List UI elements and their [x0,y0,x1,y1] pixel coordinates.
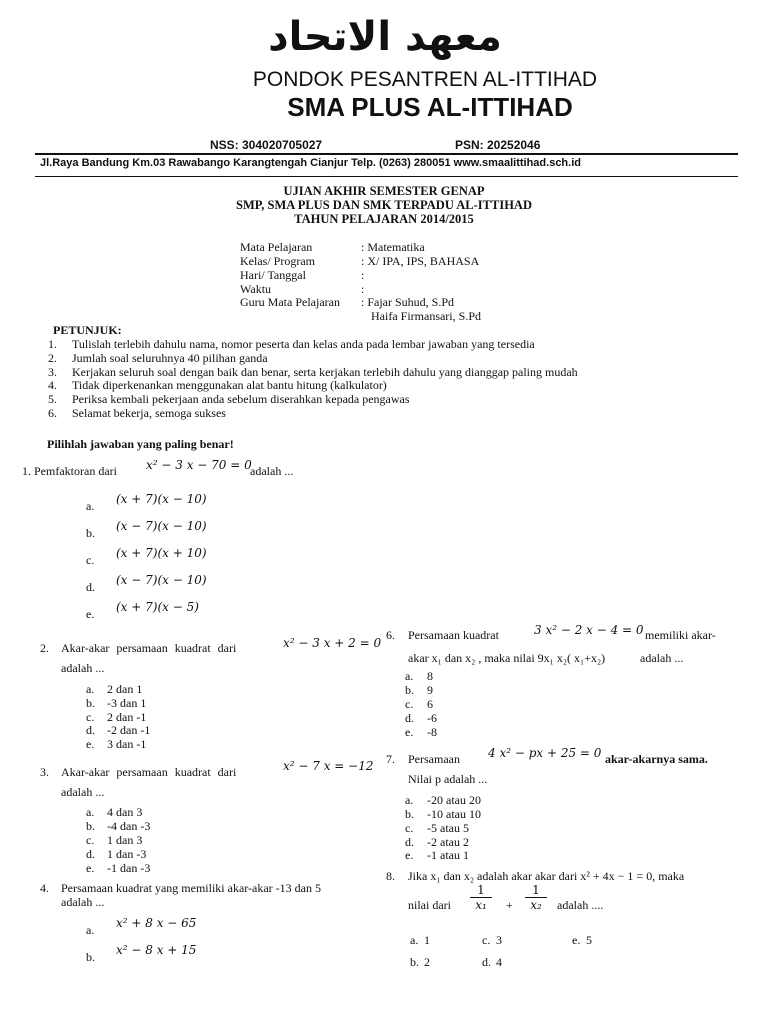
psn-number: PSN: 20252046 [455,138,541,152]
option-letter: a. [86,805,95,819]
exam-title: UJIAN AKHIR SEMESTER GENAP [283,184,485,198]
instruction-item: Kerjakan seluruh soal dengan baik dan benar, serta kerjakan terlebih dahulu yang dianggap paling mudah [72,365,578,379]
option-letter: b. [86,526,95,540]
option-text: 3 [496,933,502,947]
question-8-text: Jika x₁ dan x₂ adalah akar akar dari x² + 4x − 1 = 0, maka [408,869,685,883]
answer-prompt: Pilihlah jawaban yang paling benar! [47,437,234,451]
instruction-number: 2. [48,351,57,365]
question-1-tail: adalah ... [250,464,294,478]
option-text: 4 [496,955,502,969]
school-address: Jl.Raya Bandung Km.03 Rawabango Karangtengah Cianjur Telp. (0263) 280051 www.smaalittihad.sch.id [40,157,581,169]
option-text: -20 atau 20 [427,793,481,807]
option-text: 4 dan 3 [107,805,143,819]
question-8-line-2: nilai dari [408,898,451,912]
question-8-tail: adalah .... [557,898,604,912]
instruction-number: 3. [48,365,57,379]
option-text: -5 atau 5 [427,821,469,835]
question-4-tail: adalah ... [61,895,105,909]
option-letter: c. [405,821,414,835]
option-text: -4 dan -3 [107,819,151,833]
option-letter: b. [405,683,414,697]
option-text: -1 atau 1 [427,848,469,862]
option-text: (x − 7)(x − 10) [116,519,207,533]
day-value: : [361,268,365,282]
option-text: 6 [427,697,433,711]
option-letter: e. [86,737,95,751]
instruction-number: 6. [48,406,57,420]
option-letter: b. [410,955,419,969]
option-text: -1 dan -3 [107,861,151,875]
option-text: (x + 7)(x − 10) [116,492,207,506]
question-4-text: Persamaan kuadrat yang memiliki akar-akar -13 dan 5 [61,881,321,895]
option-letter: e. [572,933,581,947]
fraction-denominator: x₁ [475,898,487,912]
option-letter: b. [86,696,95,710]
option-letter: d. [405,711,414,725]
option-letter: d. [86,580,95,594]
option-text: 1 dan 3 [107,833,143,847]
instruction-number: 4. [48,378,57,392]
teacher-label: Guru Mata Pelajaran [240,295,340,309]
option-text: 3 dan -1 [107,737,147,751]
instruction-item: Jumlah soal seluruhnya 40 pilihan ganda [72,351,268,365]
plus-sign: + [506,898,513,912]
option-letter: e. [405,848,414,862]
fraction-one-over-x1 [470,883,492,912]
fraction-numerator: 1 [525,883,547,898]
option-text: -8 [427,725,437,739]
option-text: (x + 7)(x + 10) [116,546,207,560]
question-6-text-2: memiliki akar- [645,628,716,642]
header-divider-top [35,153,738,155]
option-letter: e. [86,861,95,875]
subject-label: Mata Pelajaran [240,240,313,254]
time-label: Waktu [240,282,272,296]
option-letter: d. [86,847,95,861]
option-letter: b. [405,807,414,821]
question-3-text: Akar-akar persamaan kuadrat dari [61,765,237,779]
option-text: x² + 8 x − 65 [116,916,197,930]
option-letter: c. [86,553,95,567]
question-6-line-2: akar x₁ dan x₂ , maka nilai 9x₁ x₂( x₁+x₂) [408,651,606,665]
option-text: 2 [424,955,430,969]
question-2-text: Akar-akar persamaan kuadrat dari [61,641,237,655]
arabic-school-name: معهد الاتحاد [268,14,502,60]
fraction-numerator: 1 [470,883,492,898]
option-letter: e. [86,607,95,621]
option-text: -10 atau 10 [427,807,481,821]
option-letter: a. [405,793,414,807]
fraction-denominator: x₂ [530,898,542,912]
exam-subtitle: SMP, SMA PLUS DAN SMK TERPADU AL-ITTIHAD [236,198,532,212]
instruction-number: 1. [48,337,57,351]
option-text: -6 [427,711,437,725]
time-value: : [361,282,365,296]
option-text: -3 dan 1 [107,696,147,710]
question-7-text-2: akar-akarnya sama. [605,752,708,766]
question-4-number: 4. [40,881,49,895]
option-letter: c. [405,697,414,711]
option-text: 9 [427,683,433,697]
teacher-value-2: Haifa Firmansari, S.Pd [371,309,481,323]
question-1-lead: 1. Pemfaktoran dari [22,464,117,478]
question-2-tail: adalah ... [61,661,105,675]
option-text: 5 [586,933,592,947]
header-divider-bottom [35,176,738,177]
instruction-number: 5. [48,392,57,406]
question-8-number: 8. [386,869,395,883]
instruction-item: Tidak diperkenankan menggunakan alat bantu hitung (kalkulator) [72,378,387,392]
instruction-item: Selamat bekerja, semoga sukses [72,406,226,420]
option-text: -2 atau 2 [427,835,469,849]
option-letter: e. [405,725,414,739]
exam-year: TAHUN PELAJARAN 2014/2015 [294,212,474,226]
question-7-expression: 4 x² − px + 25 = 0 [488,746,602,760]
option-text: 2 dan -1 [107,710,147,724]
option-letter: b. [86,950,95,964]
class-value: : X/ IPA, IPS, BAHASA [361,254,480,268]
teacher-value-1: : Fajar Suhud, S.Pd [361,295,455,309]
option-text: (x + 7)(x − 5) [116,600,199,614]
instruction-item: Tulislah terlebih dahulu nama, nomor peserta dan kelas anda pada lembar jawaban yang tersedia [72,337,535,351]
question-6-text: Persamaan kuadrat [408,628,499,642]
option-letter: a. [410,933,419,947]
day-label: Hari/ Tanggal [240,268,306,282]
option-text: 1 dan -3 [107,847,147,861]
question-3-number: 3. [40,765,49,779]
option-letter: d. [86,723,95,737]
question-2-number: 2. [40,641,49,655]
question-1-expression: x² − 3 x − 70 = 0 [146,458,252,472]
fraction-one-over-x2 [525,883,547,912]
school-name: SMA PLUS AL-ITTIHAD [287,92,573,122]
instructions-heading: PETUNJUK: [53,323,122,337]
option-letter: c. [482,933,491,947]
question-7-number: 7. [386,752,395,766]
option-text: 8 [427,669,433,683]
question-6-expression: 3 x² − 2 x − 4 = 0 [534,623,644,637]
option-letter: a. [86,682,95,696]
option-letter: a. [86,499,95,513]
question-6-number: 6. [386,628,395,642]
subject-value: : Matematika [361,240,425,254]
question-7-line-2: Nilai p adalah ... [408,772,488,786]
option-letter: b. [86,819,95,833]
question-3-tail: adalah ... [61,785,105,799]
option-letter: d. [405,835,414,849]
option-letter: a. [86,923,95,937]
nss-number: NSS: 304020705027 [210,138,323,152]
question-6-tail: adalah ... [640,651,684,665]
class-label: Kelas/ Program [240,254,315,268]
option-text: 1 [424,933,430,947]
option-letter: d. [482,955,491,969]
option-letter: c. [86,710,95,724]
instruction-item: Periksa kembali pekerjaan anda sebelum diserahkan kepada pengawas [72,392,410,406]
question-7-text: Persamaan [408,752,460,766]
option-text: 2 dan 1 [107,682,143,696]
option-text: -2 dan -1 [107,723,151,737]
option-letter: a. [405,669,414,683]
question-3-expression: x² − 7 x = −12 [283,759,374,773]
question-2-expression: x² − 3 x + 2 = 0 [283,636,382,650]
option-text: x² − 8 x + 15 [116,943,197,957]
option-letter: c. [86,833,95,847]
institution-name: PONDOK PESANTREN AL-ITTIHAD [252,68,598,91]
option-text: (x − 7)(x − 10) [116,573,207,587]
